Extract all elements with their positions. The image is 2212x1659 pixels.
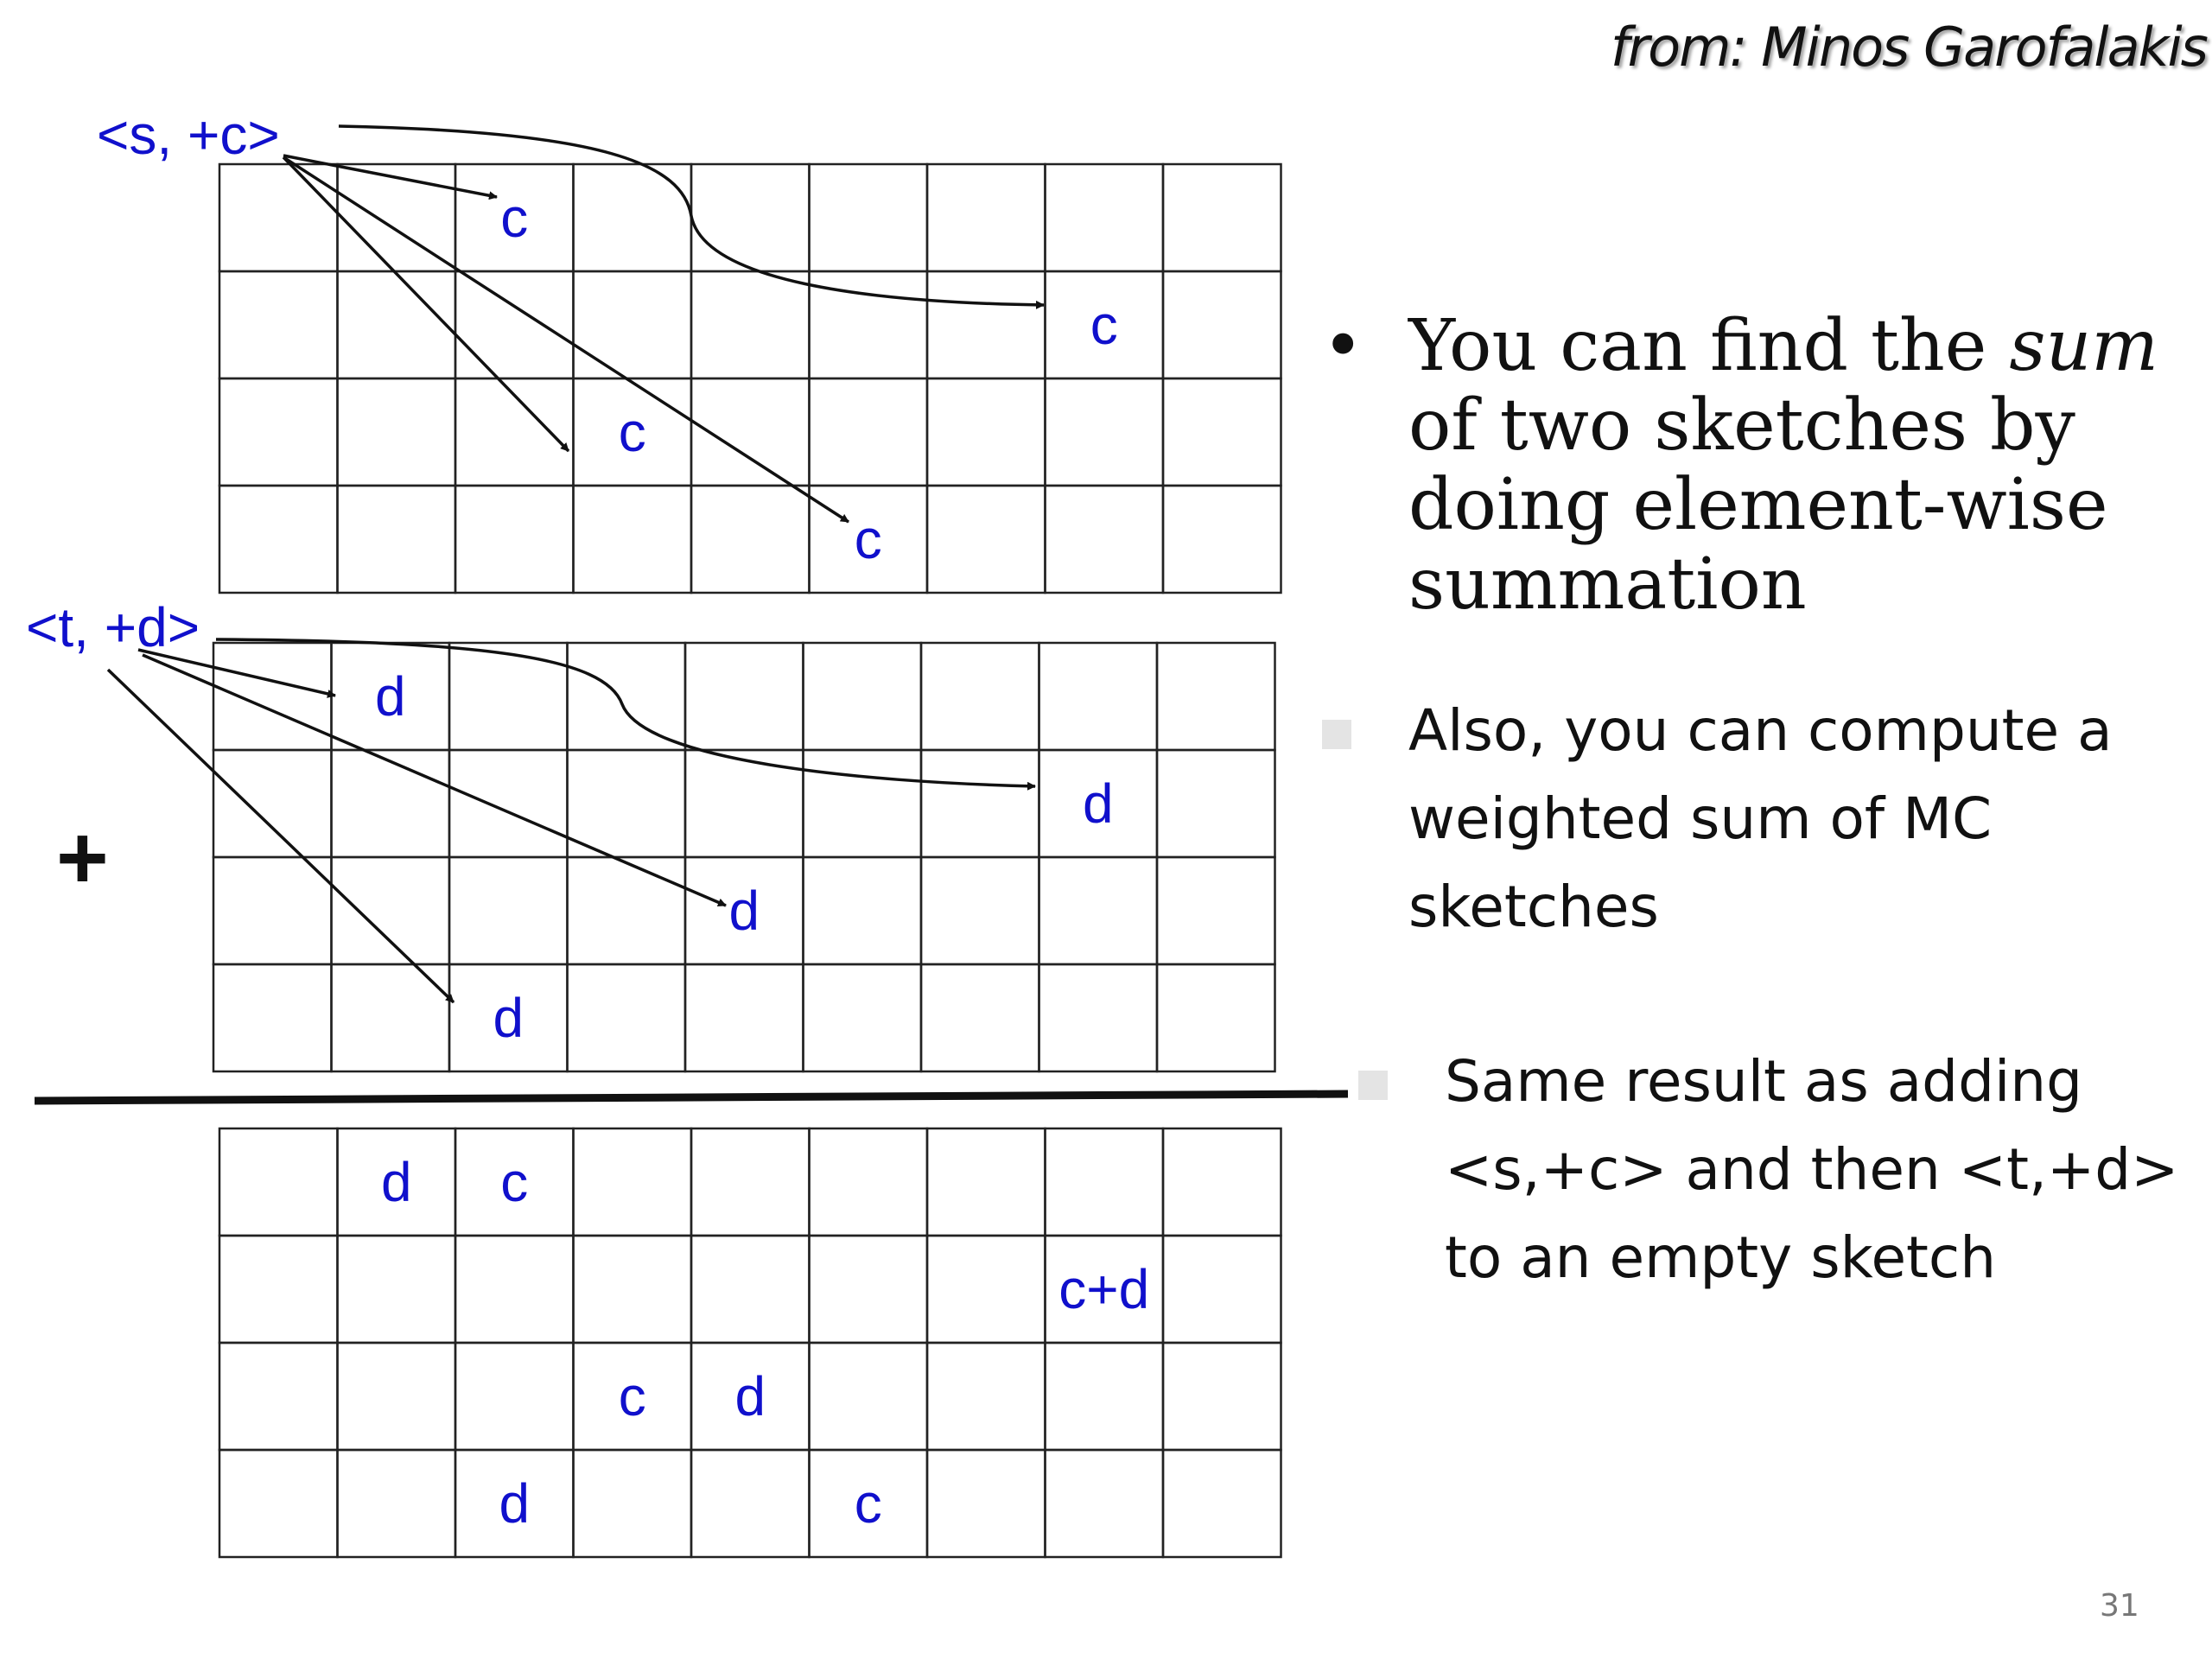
grid-cell xyxy=(219,1128,338,1236)
page-number: 31 xyxy=(2100,1588,2139,1624)
bullet-main xyxy=(1322,307,2195,625)
grid-cell xyxy=(1046,1450,1164,1557)
grid-cell xyxy=(219,1236,338,1343)
grid-cell xyxy=(804,857,922,964)
arrow-t-to-row1 xyxy=(216,639,1035,786)
grid-cell xyxy=(685,964,804,1071)
grid-cell xyxy=(449,857,568,964)
cell-value: c xyxy=(1090,294,1118,356)
sum-divider xyxy=(35,1094,1348,1101)
grid-cell xyxy=(332,750,450,857)
bullet-sub-1 xyxy=(1322,687,2195,951)
cell-value: d xyxy=(734,1365,766,1427)
bullet-main-emphasis: sum xyxy=(2009,305,2159,387)
grid-cell xyxy=(219,486,338,593)
grid-cell xyxy=(449,750,568,857)
grid-cell xyxy=(927,486,1046,593)
cell-value: d xyxy=(493,987,524,1049)
grid-cell xyxy=(921,857,1039,964)
grid-cell xyxy=(1046,1128,1164,1236)
grid-cell xyxy=(921,643,1039,750)
cell-value: d xyxy=(380,1151,412,1213)
grid-cell xyxy=(927,1343,1046,1450)
grid-cell xyxy=(927,1128,1046,1236)
grid-cell xyxy=(927,164,1046,271)
bullet-dot-icon: • xyxy=(1322,305,1364,387)
update-s-label: <s, +c> xyxy=(97,104,280,166)
grid-cell xyxy=(691,164,810,271)
grid-cell xyxy=(1046,1343,1164,1450)
grid-cell xyxy=(1163,1236,1281,1343)
cell-value: d xyxy=(374,665,406,728)
grid-cell xyxy=(574,271,692,378)
grid-cell xyxy=(1046,378,1164,486)
cell-value: d xyxy=(1082,772,1114,835)
grid-cell xyxy=(1046,486,1164,593)
grid-cell xyxy=(338,1343,456,1450)
grid-cell xyxy=(338,1450,456,1557)
cell-value: d xyxy=(728,880,760,942)
cell-value: c xyxy=(618,401,646,463)
grid-cell xyxy=(691,1128,810,1236)
grid-cell xyxy=(574,486,692,593)
grid-cell xyxy=(338,271,456,378)
cell-value: c xyxy=(854,508,882,570)
grid-cell xyxy=(1163,164,1281,271)
grid-cell xyxy=(1163,378,1281,486)
grid-cell xyxy=(338,378,456,486)
grid-cell xyxy=(810,164,928,271)
grid-cell xyxy=(568,857,686,964)
grid-cell xyxy=(810,1236,928,1343)
grid-cell xyxy=(338,1236,456,1343)
grid-cell xyxy=(810,1128,928,1236)
bullet-sub-2-text: Same result as adding <s,+c> and then <t,+d> to an empty sketch xyxy=(1445,1048,2179,1291)
arrows-t xyxy=(108,639,1035,1002)
sketch-grid-middle xyxy=(213,643,1275,1071)
grid-cell xyxy=(1163,486,1281,593)
bullet-main-text-start: You can find the xyxy=(1408,305,2010,387)
square-bullet-icon xyxy=(1358,1071,1388,1100)
bullet-list xyxy=(1322,307,2195,1302)
bullet-sub-1-text: Also, you can compute a weighted sum of MC sketches xyxy=(1408,697,2113,940)
grid-cell xyxy=(927,1450,1046,1557)
grid-cell xyxy=(691,1236,810,1343)
grid-cell xyxy=(213,643,332,750)
cell-value: c xyxy=(854,1472,882,1535)
grid-cell xyxy=(810,1343,928,1450)
arrow-s-to-row3 xyxy=(283,157,849,522)
grid-cell xyxy=(574,1450,692,1557)
grid-cell xyxy=(568,750,686,857)
arrows-s xyxy=(283,126,1044,522)
grid-cell xyxy=(213,857,332,964)
grid-cell xyxy=(1039,964,1158,1071)
cell-value: c+d xyxy=(1058,1258,1150,1320)
grid-cell xyxy=(455,1236,574,1343)
grid-cell xyxy=(219,378,338,486)
grid-cell xyxy=(1157,643,1275,750)
grid-cell xyxy=(338,486,456,593)
grid-cell xyxy=(1039,643,1158,750)
grid-cell xyxy=(455,271,574,378)
grid-cell xyxy=(921,750,1039,857)
grid-cell xyxy=(927,271,1046,378)
grid-cell xyxy=(810,378,928,486)
grid-cell xyxy=(449,643,568,750)
grid-cell xyxy=(691,271,810,378)
grid-cell xyxy=(1163,271,1281,378)
grid-cell xyxy=(568,964,686,1071)
grid-cell xyxy=(691,1450,810,1557)
grid-cell xyxy=(455,486,574,593)
grid-cell xyxy=(1163,1450,1281,1557)
grid-cell xyxy=(455,1343,574,1450)
grid-cell xyxy=(685,643,804,750)
grid-cell xyxy=(1157,857,1275,964)
grid-cell xyxy=(1157,750,1275,857)
sketch-grid-top xyxy=(219,164,1281,593)
grid-cell xyxy=(1046,164,1164,271)
bullet-main-text-end: of two sketches by doing element-wise summation xyxy=(1408,385,2108,626)
arrow-t-to-row2 xyxy=(143,655,726,906)
plus-sign: + xyxy=(56,808,109,908)
grid-cell xyxy=(1157,964,1275,1071)
grid-cell xyxy=(219,271,338,378)
cell-value: c xyxy=(500,187,529,249)
grid-cell xyxy=(804,750,922,857)
grid-cell xyxy=(804,643,922,750)
grid-cell xyxy=(927,1236,1046,1343)
grid-cell xyxy=(568,643,686,750)
grid-cell xyxy=(1039,857,1158,964)
grid-cell xyxy=(574,1236,692,1343)
cell-value: c xyxy=(618,1365,646,1427)
attribution: from: Minos Garofalakis xyxy=(1610,16,2207,79)
grid-cell xyxy=(213,750,332,857)
grid-cell xyxy=(691,486,810,593)
cell-value: c xyxy=(500,1151,529,1213)
square-bullet-icon xyxy=(1322,720,1351,749)
cell-value: d xyxy=(499,1472,531,1535)
grid-cell xyxy=(804,964,922,1071)
grid-cell xyxy=(1163,1343,1281,1450)
grid-cell xyxy=(574,1128,692,1236)
grid-cell xyxy=(219,1450,338,1557)
grid-cell xyxy=(921,964,1039,1071)
sketch-grid-result xyxy=(219,1128,1281,1557)
bullet-sub-2 xyxy=(1358,1038,2195,1302)
grid-cell xyxy=(213,964,332,1071)
grid-cell xyxy=(332,857,450,964)
grid-cell xyxy=(219,1343,338,1450)
grid-cell xyxy=(927,378,1046,486)
grid-cell xyxy=(574,164,692,271)
update-t-label: <t, +d> xyxy=(26,596,200,658)
grid-cell xyxy=(1163,1128,1281,1236)
